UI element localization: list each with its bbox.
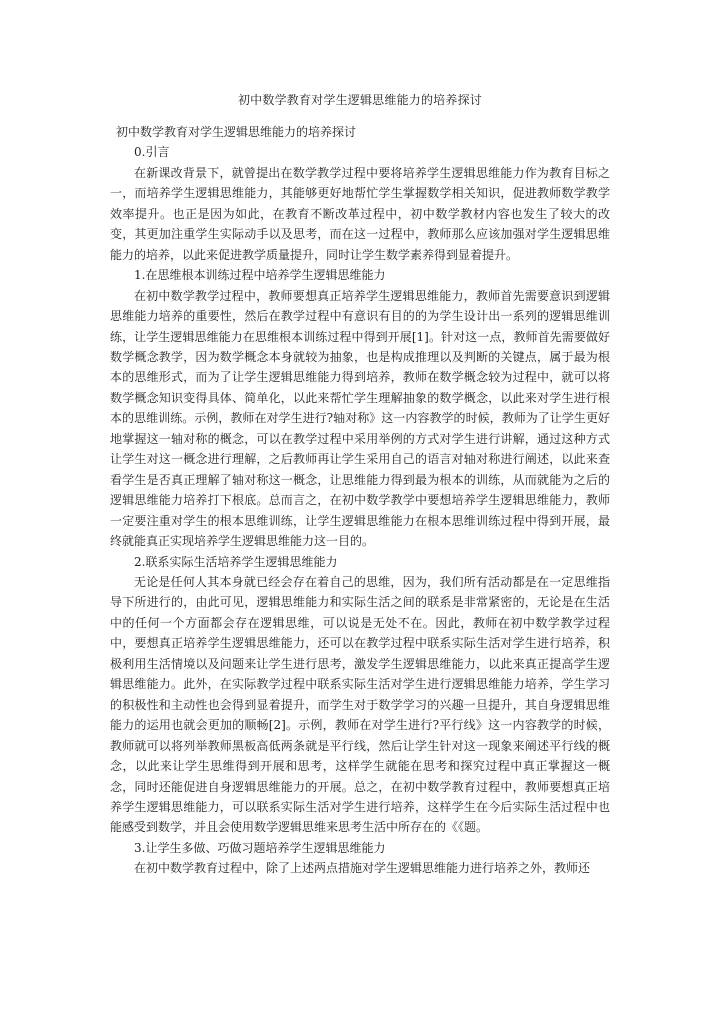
section-heading-2: 2.联系实际生活培养学生逻辑思维能力 xyxy=(134,554,338,569)
paragraph-intro: 在新课改背景下，就曾提出在数学教学过程中要将培养学生逻辑思维能力作为教育目标之一，而培养学生逻辑思维能力，其能够更好地帮忙学生掌握数学相关知识，促进教师数学教学效率提升。也正是因为如此，在教育不断改革过程中，初中数学教材内容也发生了较大的改变，其更加注重学生实际动手以及思考，而在这一过程中，教师那么应该加强对学生逻辑思维能力的培养，以此来促进教学质量提升，同时让学生数学素养得到显着提升。 xyxy=(110,165,610,262)
paragraph-section-3: 在初中数学教育过程中，除了上述两点措施对学生逻辑思维能力进行培养之外，教师还 xyxy=(134,861,591,876)
section-heading-3: 3.让学生多做、巧做习题培养学生逻辑思维能力 xyxy=(134,840,386,855)
paragraph-section-1: 在初中数学教学过程中，教师要想真正培养学生逻辑思维能力，教师首先需要意识到逻辑思维能力培养的重要性，然后在教学过程中有意识有目的的为学生设计出一系列的逻辑思维训练，让学生逻辑思维能力在思维根本训练过程中得到开展[1]。针对这一点，教师首先需要做好数学概念教学，因为数学概念本身就较为抽象，也是构成推理以及判断的关键点，属于最为根本的思维形式，而为了让学生逻辑思维能力得到培养，教师在数学概念较为过程中，就可以将数学概念知识变得具体、简单化，以此来帮忙学生理解抽象的数学概念，以此来对学生进行根本的思维训练。示例，教师在对学生进行?轴对称》这一内容教学的时候，教师为了让学生更好地掌握这一轴对称的概念，可以在教学过程中采用举例的方式对学生进行讲解，通过这种方式让学生对这一概念进行理解，之后教师再让学生采用自己的语言对轴对称进行阐述，以此来查看学生是否真正理解了轴对称这一概念，让思维能力得到最为根本的训练，从而就能为之后的逻辑思维能力培养打下根底。总而言之，在初中数学教学中要想培养学生逻辑思维能力，教师一定要注重对学生的根本思维训练，让学生逻辑思维能力在根本思维训练过程中得到开展，最终就能真正实现培养学生逻辑思维能力这一目的。 xyxy=(110,288,610,549)
paragraph-section-2: 无论是任何人其本身就已经会存在着自己的思维，因为，我们所有活动都是在一定思维指导下所进行的，由此可见，逻辑思维能力和实际生活之间的联系是非常紧密的，无论是在生活中的任何一个方面都会存在逻辑思维，可以说是无处不在。因此，教师在初中数学教学过程中，要想真正培养学生逻辑思维能力，还可以在教学过程中联系实际生活对学生进行培养，积极利用生活情境以及问题来让学生进行思考，激发学生逻辑思维能力，以此来真正提高学生逻辑思维能力。此外，在实际教学过程中联系实际生活对学生进行逻辑思维能力培养，学生学习的积极性和主动性也会得到显着提升，而学生对于数学学习的兴趣一旦提升，其自身逻辑思维能力的运用也就会更加的顺畅[2]。示例，教师在对学生进行?平行线》这一内容教学的时候，教师就可以将列举教师黑板高低两条就是平行线，然后让学生针对这一现象来阐述平行线的概念，以此来让学生思维得到开展和思考，这样学生就能在思考和探究过程中真正掌握这一概念，同时还能促进自身逻辑思维能力的开展。总之，在初中数学教育过程中，教师要想真正培养学生逻辑思维能力，可以联系实际生活对学生进行培养，这样学生在今后实际生活过程中也能感受到数学，并且会使用数学逻辑思维来思考生活中所存在的《《题。 xyxy=(110,574,610,835)
section-heading-intro: 0.引言 xyxy=(134,145,170,160)
document-body xyxy=(110,122,610,879)
section-heading-1: 1.在思维根本训练过程中培养学生逻辑思维能力 xyxy=(134,268,386,283)
document-title: 初中数学教育对学生逻辑思维能力的培养探讨 xyxy=(237,93,482,107)
document-subtitle: 初中数学教育对学生逻辑思维能力的培养探讨 xyxy=(116,125,357,139)
